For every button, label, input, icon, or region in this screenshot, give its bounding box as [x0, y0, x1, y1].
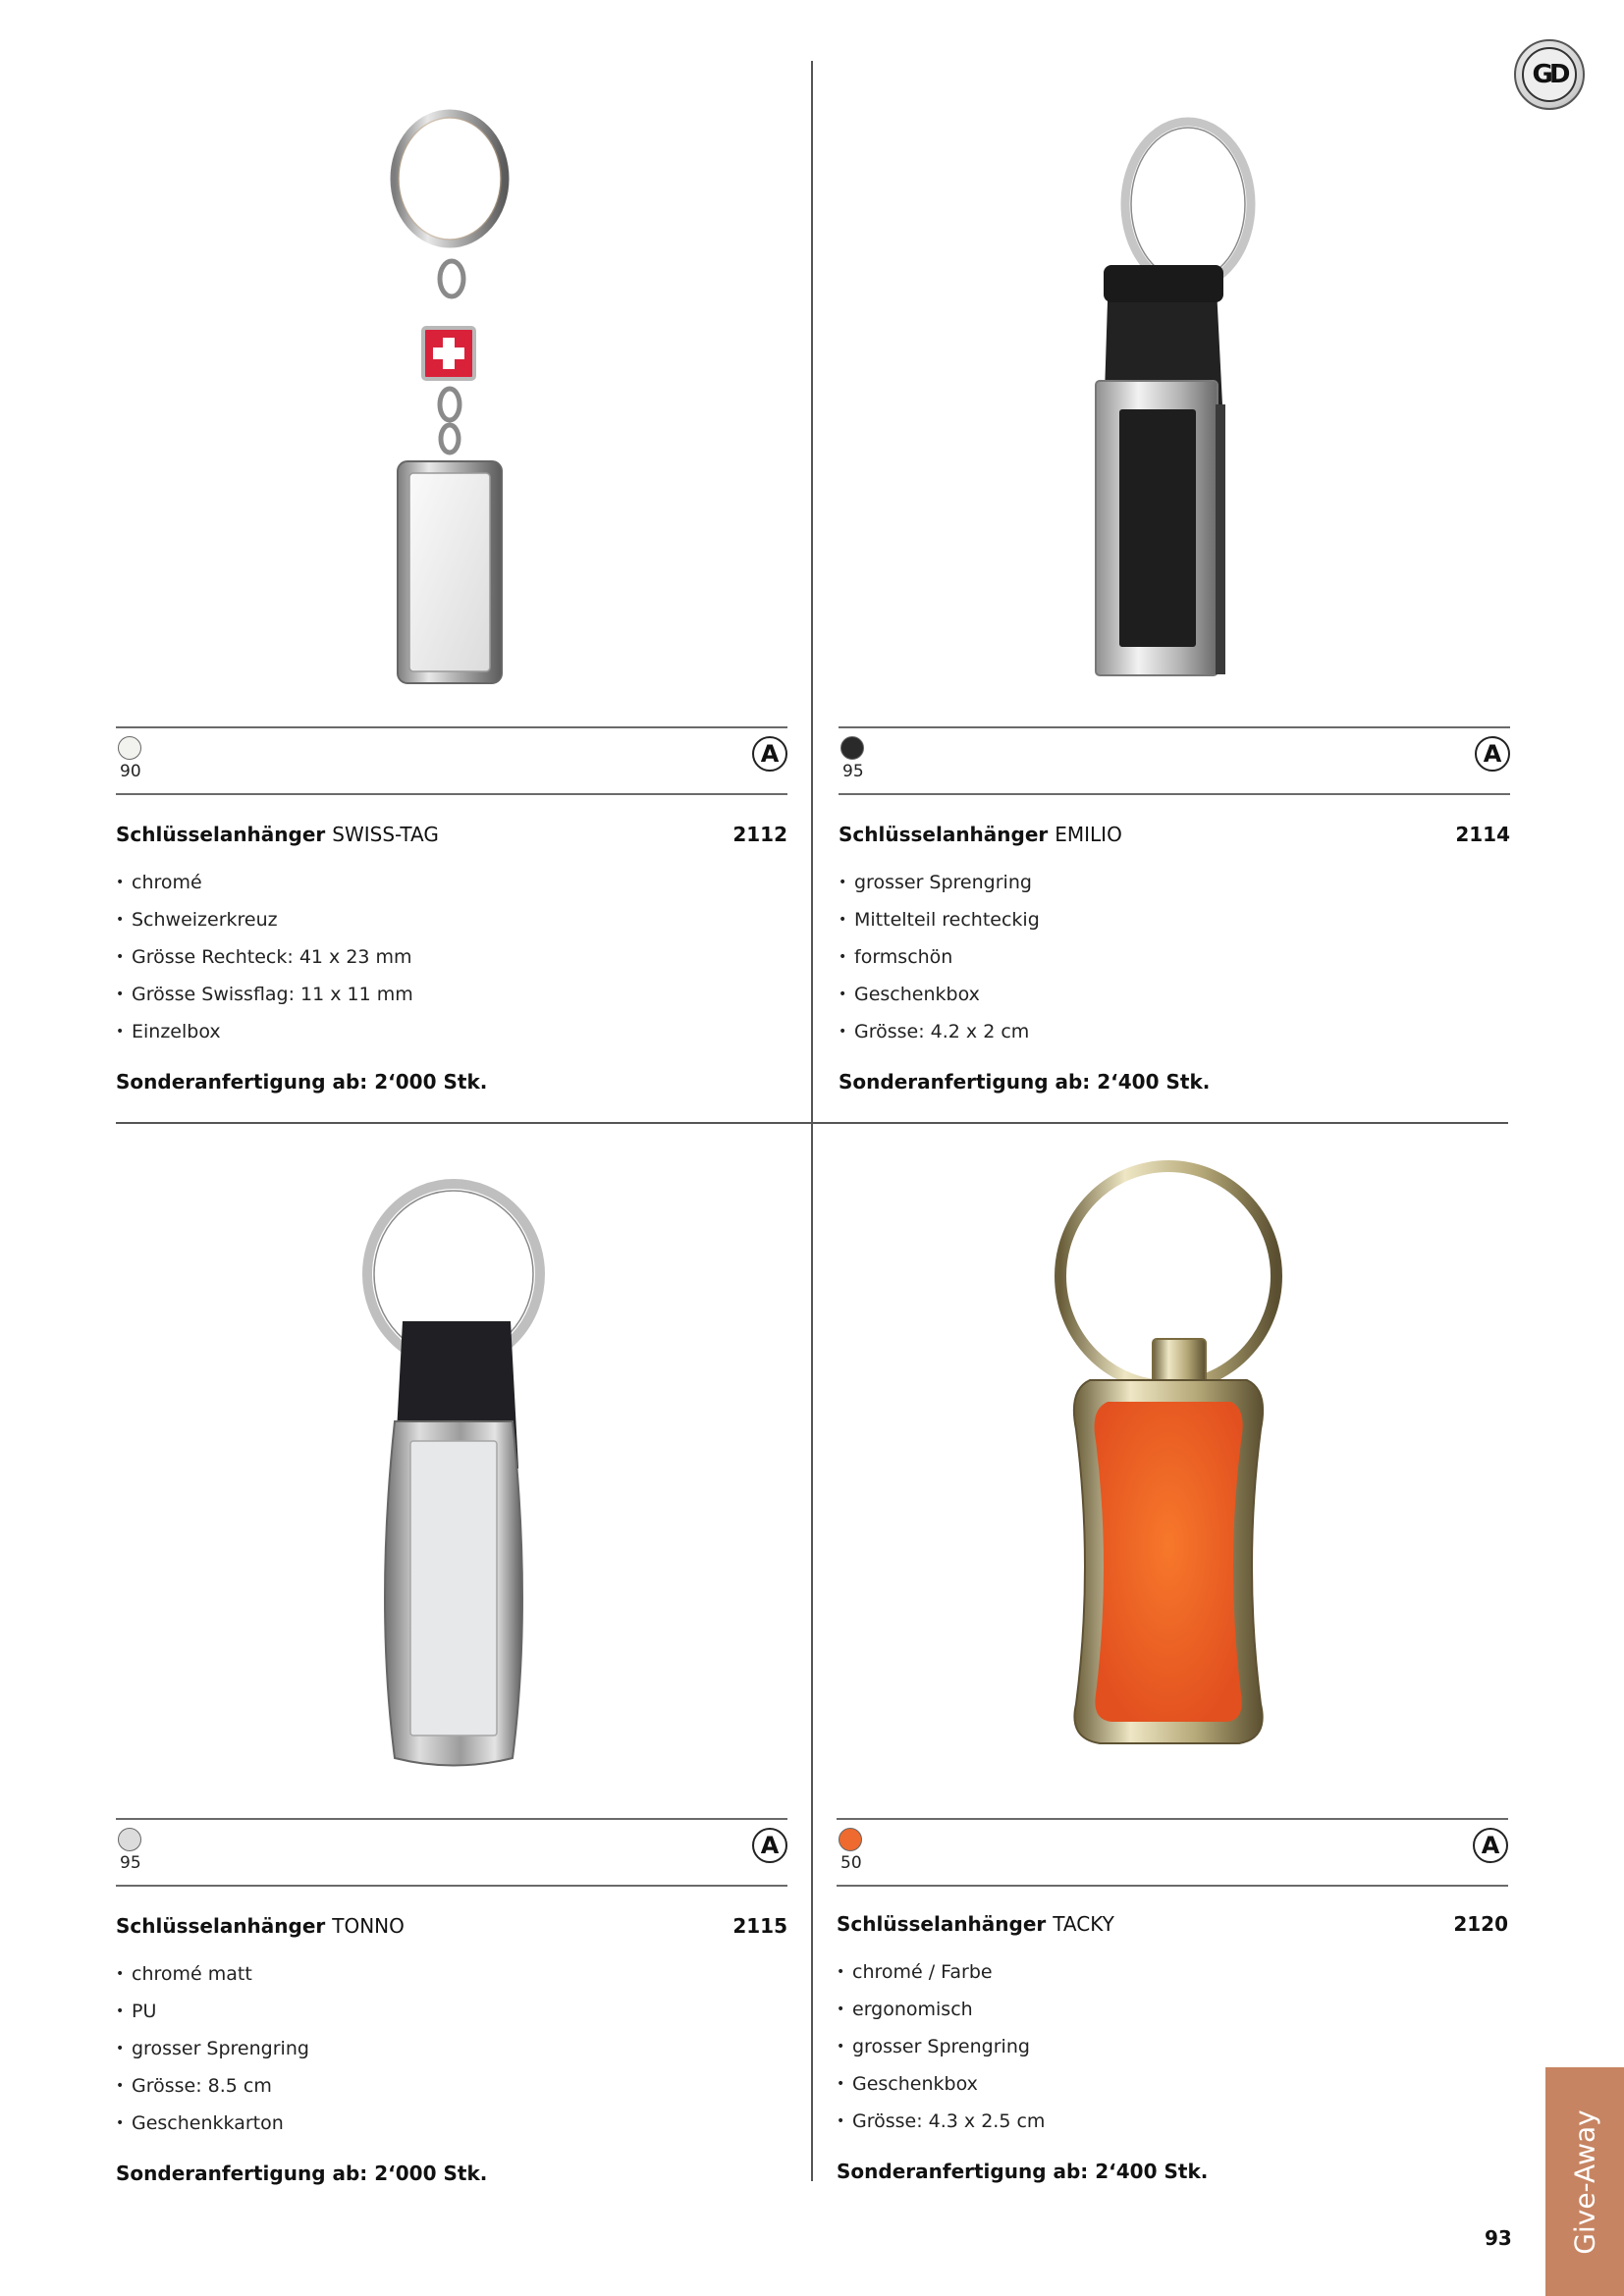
product-title-model: TACKY — [1053, 1912, 1114, 1936]
custom-order-note: Sonderanfertigung ab: 2‘400 Stk. — [837, 2160, 1209, 2183]
product-code: 2115 — [732, 1914, 787, 1938]
product-image-tonno — [116, 1154, 787, 1822]
list-item: • grosser Sprengring — [837, 2028, 1045, 2065]
column-divider — [811, 61, 813, 2181]
brand-logo-text: GD — [1522, 47, 1577, 102]
list-item: • Geschenkbox — [837, 2065, 1045, 2103]
a-badge-icon: A — [1473, 1828, 1508, 1863]
color-swatch — [118, 1828, 141, 1851]
product-title — [116, 1914, 405, 1938]
list-item: • chromé matt — [116, 1955, 309, 1993]
list-item: • Grösse Rechteck: 41 x 23 mm — [116, 938, 413, 976]
product-title — [837, 1912, 1114, 1936]
product-title-prefix: Schlüsselanhänger — [116, 823, 326, 846]
list-item: • Grösse Swissflag: 11 x 11 mm — [116, 976, 413, 1013]
feature-list — [116, 1955, 309, 2142]
feature-list — [839, 864, 1040, 1050]
quantity-label: 95 — [120, 1853, 141, 1873]
list-item: • Einzelbox — [116, 1013, 413, 1050]
custom-order-note: Sonderanfertigung ab: 2‘000 Stk. — [116, 2162, 488, 2185]
list-item: • Grösse: 4.2 x 2 cm — [839, 1013, 1040, 1050]
product-code: 2114 — [1455, 823, 1510, 846]
product-code: 2120 — [1453, 1912, 1508, 1936]
list-item: • grosser Sprengring — [839, 864, 1040, 901]
list-item: • chromé — [116, 864, 413, 901]
list-item: • PU — [116, 1993, 309, 2030]
product-image-emilio — [839, 61, 1510, 728]
product-title-row — [116, 1914, 787, 1938]
section-tab[interactable] — [1545, 2067, 1624, 2296]
product-title-prefix: Schlüsselanhänger — [837, 1912, 1047, 1936]
product-title-model: EMILIO — [1055, 823, 1122, 846]
list-item: • Geschenkkarton — [116, 2105, 309, 2142]
quantity-label: 50 — [840, 1853, 862, 1873]
a-badge-icon: A — [752, 1828, 787, 1863]
list-item: • formschön — [839, 938, 1040, 976]
page-number: 93 — [1485, 2226, 1512, 2250]
list-item: • Grösse: 8.5 cm — [116, 2067, 309, 2105]
product-title-model: TONNO — [332, 1914, 405, 1938]
product-title — [839, 823, 1122, 846]
product-title-row — [116, 823, 787, 846]
custom-order-note: Sonderanfertigung ab: 2‘400 Stk. — [839, 1070, 1211, 1094]
brand-logo — [1514, 39, 1585, 110]
a-badge-icon: A — [752, 736, 787, 772]
product-title-model: SWISS-TAG — [332, 823, 439, 846]
product-title-prefix: Schlüsselanhänger — [839, 823, 1049, 846]
product-tonno — [116, 1154, 787, 2195]
feature-list — [837, 1953, 1045, 2140]
color-swatch — [839, 1828, 862, 1851]
product-image-swiss-tag — [116, 61, 787, 728]
quantity-label: 90 — [120, 762, 141, 781]
quantity-label: 95 — [842, 762, 864, 781]
feature-list — [116, 864, 413, 1050]
list-item: • Grösse: 4.3 x 2.5 cm — [837, 2103, 1045, 2140]
list-item: • chromé / Farbe — [837, 1953, 1045, 1991]
list-item: • grosser Sprengring — [116, 2030, 309, 2067]
custom-order-note: Sonderanfertigung ab: 2‘000 Stk. — [116, 1070, 488, 1094]
row-divider — [116, 1122, 1508, 1124]
list-item: • Geschenkbox — [839, 976, 1040, 1013]
product-title-row — [839, 823, 1510, 846]
list-item: • ergonomisch — [837, 1991, 1045, 2028]
section-tab-label: Give-Away — [1568, 2109, 1601, 2255]
product-title — [116, 823, 439, 846]
product-title-row — [837, 1912, 1508, 1936]
color-swatch — [118, 736, 141, 760]
list-item: • Schweizerkreuz — [116, 901, 413, 938]
product-tacky — [837, 1154, 1508, 2195]
a-badge-icon: A — [1475, 736, 1510, 772]
product-image-tacky — [837, 1154, 1508, 1822]
product-emilio — [839, 61, 1510, 1121]
product-swiss-tag — [116, 61, 787, 1121]
list-item: • Mittelteil rechteckig — [839, 901, 1040, 938]
product-title-prefix: Schlüsselanhänger — [116, 1914, 326, 1938]
color-swatch — [840, 736, 864, 760]
product-code: 2112 — [732, 823, 787, 846]
